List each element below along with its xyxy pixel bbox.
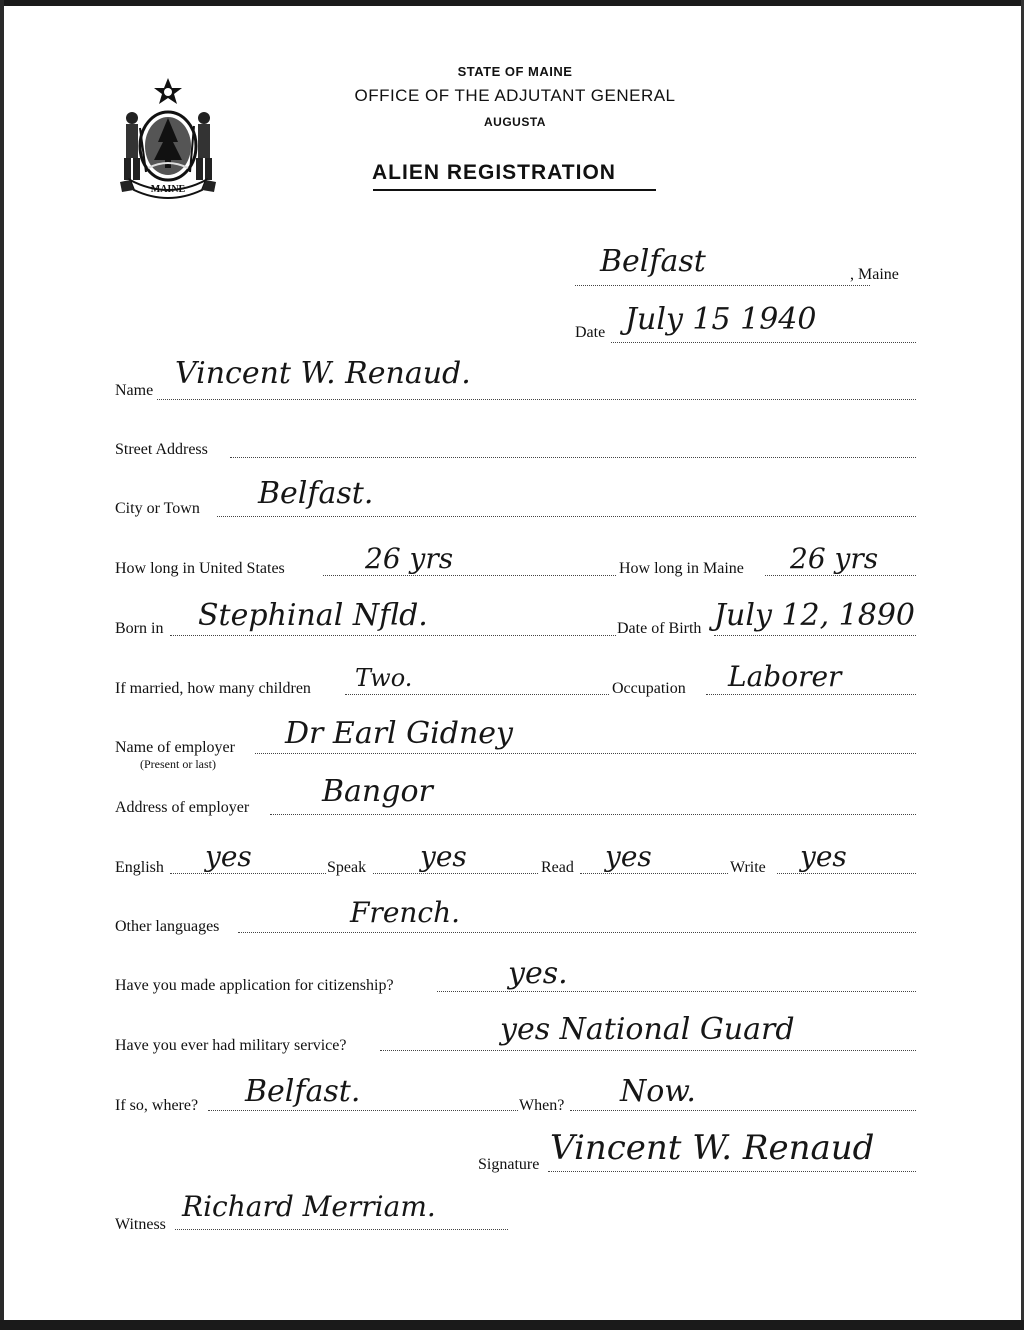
other-languages-value: French.	[350, 896, 461, 929]
other-languages-label: Other languages	[115, 918, 220, 935]
born-in-value: Stephinal Nfld.	[198, 598, 428, 633]
occupation-label: Occupation	[612, 680, 686, 697]
dob-value: July 12, 1890	[714, 598, 916, 633]
witness-value: Richard Merriam.	[182, 1190, 436, 1223]
employer-address-line	[270, 814, 916, 815]
date-value: July 15 1940	[625, 302, 817, 337]
employer-sublabel: (Present or last)	[140, 757, 216, 771]
military-value: yes National Guard	[500, 1012, 795, 1047]
write-line	[777, 873, 916, 874]
employer-address-value: Bangor	[322, 774, 433, 809]
header-office: OFFICE OF THE ADJUTANT GENERAL	[354, 86, 676, 105]
other-languages-line	[238, 932, 916, 933]
children-label: If married, how many children	[115, 680, 311, 697]
scan-border-left	[0, 0, 4, 1330]
signature-value: Vincent W. Renaud	[550, 1128, 875, 1168]
citizenship-value: yes.	[508, 956, 568, 991]
speak-label: Speak	[327, 859, 367, 876]
place-line	[575, 285, 870, 286]
dob-label: Date of Birth	[617, 620, 702, 637]
where-label: If so, where?	[115, 1097, 199, 1114]
read-label: Read	[541, 859, 574, 876]
city-line	[217, 516, 916, 517]
how-long-maine-value: 26 yrs	[790, 542, 879, 575]
city-label: City or Town	[115, 500, 200, 517]
when-label: When?	[519, 1097, 565, 1114]
employer-address-label: Address of employer	[115, 799, 250, 816]
children-line	[345, 694, 609, 695]
employer-label: Name of employer	[115, 739, 235, 756]
read-line	[580, 873, 728, 874]
how-long-maine-line	[765, 575, 916, 576]
citizenship-line	[437, 991, 916, 992]
signature-label: Signature	[478, 1156, 540, 1173]
citizenship-label: Have you made application for citizenship?	[115, 977, 394, 994]
where-line	[208, 1110, 518, 1111]
header-state: STATE OF MAINE	[457, 64, 573, 79]
scan-border-top	[0, 0, 1024, 6]
occupation-value: Laborer	[728, 660, 842, 693]
speak-value: yes	[420, 840, 467, 873]
state-seal-icon	[116, 76, 220, 200]
title-underline	[373, 189, 656, 191]
dob-line	[714, 635, 916, 636]
signature-line	[548, 1171, 916, 1172]
write-value: yes	[800, 840, 847, 873]
how-long-us-line	[323, 575, 616, 576]
where-value: Belfast.	[245, 1074, 361, 1109]
when-value: Now.	[620, 1074, 696, 1109]
born-in-label: Born in	[115, 620, 164, 637]
name-line	[157, 399, 916, 400]
svg-text:MAINE: MAINE	[150, 184, 186, 195]
date-line	[611, 342, 916, 343]
witness-label: Witness	[115, 1216, 166, 1233]
place-value: Belfast	[600, 244, 706, 279]
date-label: Date	[575, 324, 606, 341]
employer-line	[255, 753, 916, 754]
write-label: Write	[730, 859, 766, 876]
form-title: ALIEN REGISTRATION	[372, 161, 616, 184]
header-city: AUGUSTA	[484, 115, 546, 129]
how-long-maine-label: How long in Maine	[619, 560, 744, 577]
name-value: Vincent W. Renaud.	[175, 356, 471, 391]
born-in-line	[170, 635, 616, 636]
name-label: Name	[115, 382, 154, 399]
how-long-us-label: How long in United States	[115, 560, 285, 577]
witness-line	[175, 1229, 508, 1230]
employer-value: Dr Earl Gidney	[285, 716, 513, 751]
english-value: yes	[205, 840, 252, 873]
read-value: yes	[605, 840, 652, 873]
street-line	[230, 457, 916, 458]
street-label: Street Address	[115, 441, 208, 458]
children-value: Two.	[355, 664, 413, 692]
city-value: Belfast.	[258, 476, 374, 511]
how-long-us-value: 26 yrs	[365, 542, 454, 575]
english-label: English	[115, 859, 164, 876]
military-line	[380, 1050, 916, 1051]
occupation-line	[706, 694, 916, 695]
english-line	[170, 873, 326, 874]
when-line	[570, 1110, 916, 1111]
scan-border-bottom	[0, 1320, 1024, 1330]
speak-line	[373, 873, 538, 874]
place-suffix: , Maine	[850, 266, 899, 283]
military-label: Have you ever had military service?	[115, 1037, 347, 1054]
